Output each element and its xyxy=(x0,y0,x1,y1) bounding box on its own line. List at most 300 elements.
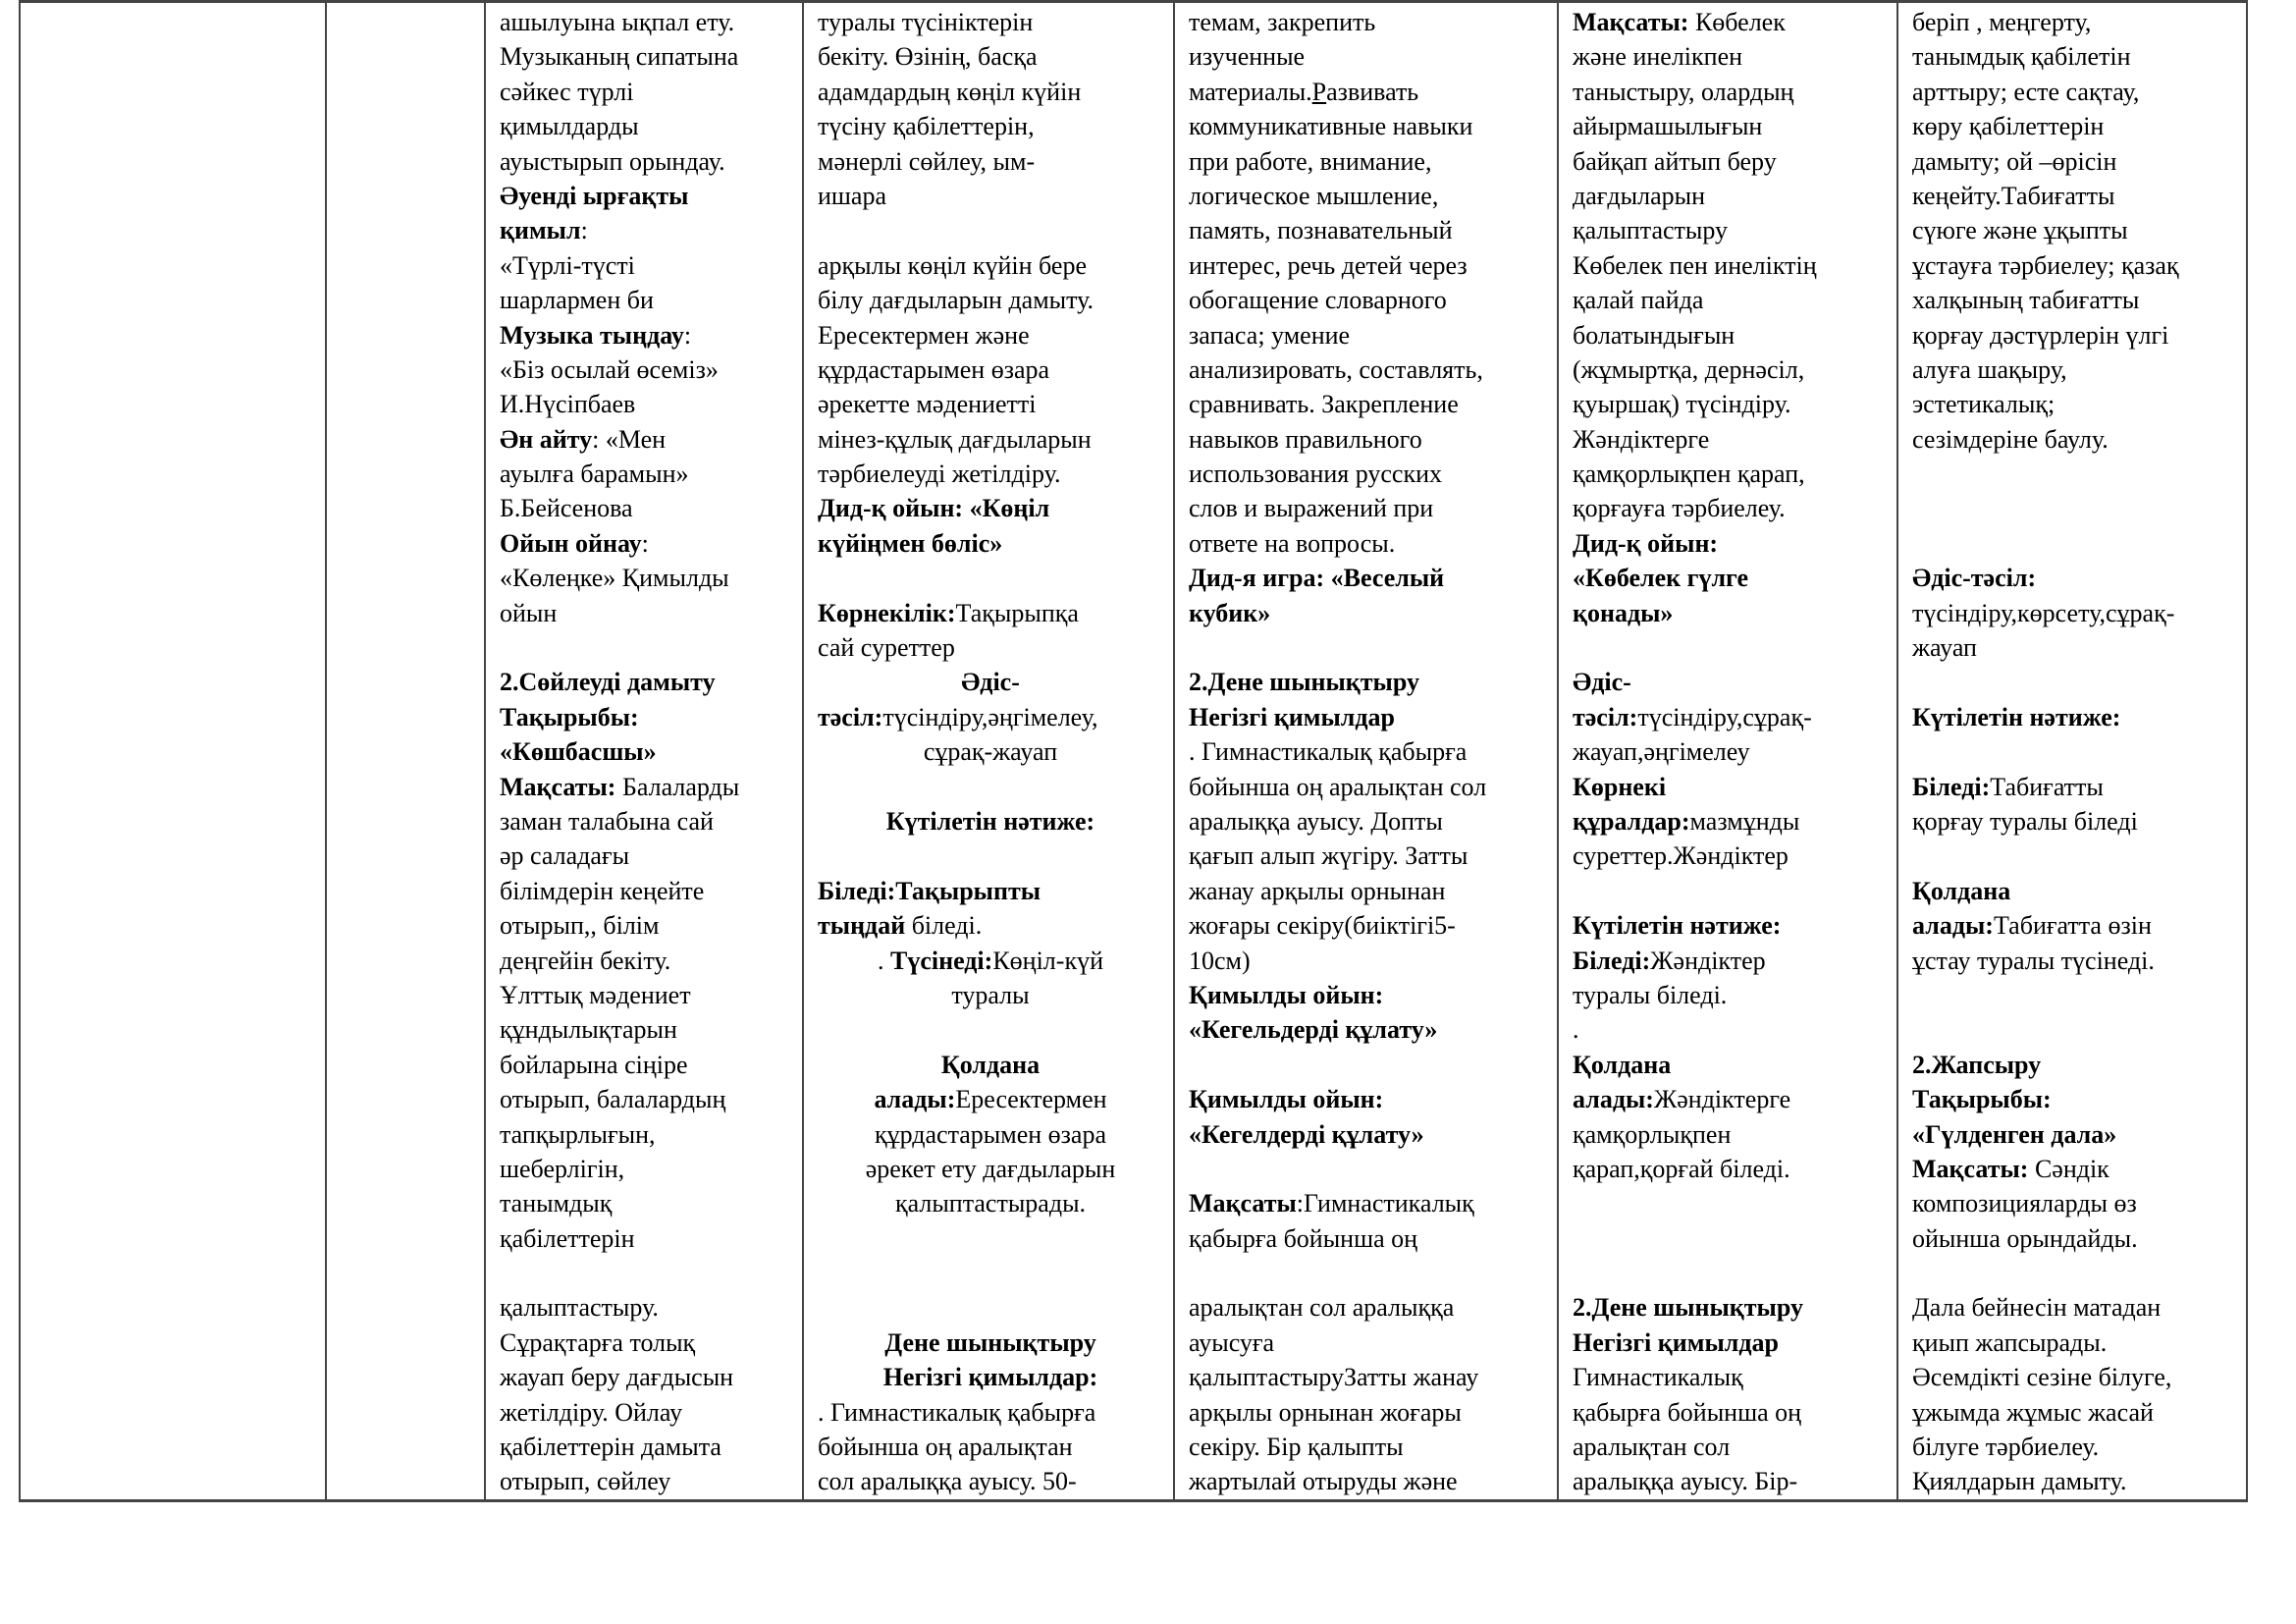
text-run: Табиғатты xyxy=(1990,772,2104,801)
text-line xyxy=(818,665,1173,699)
text-run: қимылдарды xyxy=(500,112,639,141)
text-line xyxy=(1912,1186,2246,1220)
text-line xyxy=(1189,75,1557,109)
text-run: Жәндіктер xyxy=(1650,946,1766,975)
text-run: Р xyxy=(1311,77,1327,106)
text-run: болатындығын xyxy=(1573,320,1735,350)
text-line xyxy=(1189,596,1557,630)
text-run: ойынша орындайды. xyxy=(1912,1223,2138,1253)
text-run: түсіндіру,әңгімелеу, xyxy=(882,702,1098,731)
text-run: сравнивать. Закрепление xyxy=(1189,390,1459,419)
text-line xyxy=(1189,1360,1557,1394)
text-line xyxy=(1189,1048,1557,1082)
text-line xyxy=(1573,874,1896,908)
text-run: білімдерін кеңейте xyxy=(500,876,705,905)
text-run: сай суреттер xyxy=(818,633,955,663)
text-run: секіру. Бір қалыпты xyxy=(1189,1433,1404,1462)
text-run: запаса; умение xyxy=(1189,320,1351,350)
text-run: интерес, речь детей через xyxy=(1189,250,1468,280)
text-run: арқылы орнынан жоғары xyxy=(1189,1397,1462,1427)
text-line xyxy=(1912,700,2246,734)
text-line xyxy=(1189,1464,1557,1498)
text-line xyxy=(1189,770,1557,804)
text-line xyxy=(1912,387,2246,421)
text-run: ұстауға тәрбиелеу; қазақ xyxy=(1912,250,2179,280)
text-run: Б.Бейсенова xyxy=(500,494,633,523)
text-line xyxy=(1189,526,1557,561)
text-line xyxy=(500,1117,802,1152)
text-line xyxy=(1189,908,1557,943)
text-run: жауап,әңгімелеу xyxy=(1573,737,1750,767)
text-run: туралы xyxy=(951,980,1030,1009)
text-line xyxy=(1189,1152,1557,1186)
text-run: мәнерлі сөйлеу, ым- xyxy=(818,146,1036,176)
text-line xyxy=(1189,1326,1557,1360)
text-run: танымдық xyxy=(500,1189,613,1218)
text-run: және инелікпен xyxy=(1573,42,1743,72)
text-line xyxy=(500,874,802,908)
text-line xyxy=(818,179,1173,213)
text-line xyxy=(1912,978,2246,1012)
text-run: алуға шақыру, xyxy=(1912,354,2067,384)
text-run: темам, закрепить xyxy=(1189,8,1376,36)
text-line xyxy=(1189,1256,1557,1290)
text-line xyxy=(500,109,802,143)
text-line xyxy=(818,700,1173,734)
text-run: аралықтан сол xyxy=(1573,1433,1731,1462)
text-run: анализировать, составлять, xyxy=(1189,354,1483,384)
text-run: мазмұнды xyxy=(1689,806,1800,836)
text-run: шеберлігін, xyxy=(500,1154,625,1183)
bold-text-run: Ойын ойнау xyxy=(500,528,642,558)
text-run: білуге тәрбиелеу. xyxy=(1912,1433,2100,1462)
text-run: жоғары секіру(биіктігі5- xyxy=(1189,911,1456,941)
text-line xyxy=(1573,144,1896,179)
text-line xyxy=(1573,978,1896,1012)
text-line xyxy=(818,318,1173,352)
bold-text-run: құралдар: xyxy=(1573,806,1690,836)
text-line xyxy=(818,596,1173,630)
text-run: ойын xyxy=(500,598,558,627)
text-line xyxy=(500,5,802,39)
text-run: сұрақ-жауап xyxy=(923,737,1058,767)
text-run: көру қабілеттерін xyxy=(1912,112,2105,141)
text-line xyxy=(500,700,802,734)
text-run: құрдастарымен өзара xyxy=(874,1119,1107,1149)
text-run: отырып, балалардың xyxy=(500,1085,726,1114)
bold-text-run: Мақсаты: xyxy=(500,772,616,801)
text-run: қорғау дәстүрлерін үлгі xyxy=(1912,320,2169,350)
text-line xyxy=(1912,1464,2246,1498)
bold-text-run: тыңдай xyxy=(818,911,906,941)
text-line xyxy=(500,179,802,213)
bold-text-run: «Көбелек гүлге xyxy=(1573,564,1749,593)
text-line xyxy=(1912,1360,2246,1394)
text-line xyxy=(1573,734,1896,769)
text-line xyxy=(500,1290,802,1325)
bold-text-run: тәсіл: xyxy=(1573,702,1638,731)
text-run: қамқорлықпен xyxy=(1573,1119,1732,1149)
text-run: сүюге және ұқыпты xyxy=(1912,216,2128,245)
text-run: танымдық қабілетін xyxy=(1912,42,2131,72)
bold-text-run: Музыка тыңдау xyxy=(500,320,684,350)
text-line xyxy=(500,804,802,839)
text-line xyxy=(1189,457,1557,491)
text-line xyxy=(500,1221,802,1256)
bold-text-run: Көрнекі xyxy=(1573,772,1667,801)
text-line xyxy=(1912,318,2246,352)
text-run: қабырға бойынша оң xyxy=(1573,1397,1802,1427)
text-run: қарап,қорғай біледі. xyxy=(1573,1154,1790,1183)
text-run: мінез-құлық дағдыларын xyxy=(818,424,1092,454)
text-run: қағып алып жүгіру. Затты xyxy=(1189,841,1468,871)
text-run: 10см) xyxy=(1189,946,1251,975)
text-run: отырып,, білім xyxy=(500,911,660,941)
text-line xyxy=(1912,1395,2246,1430)
text-run: бойынша оң аралықтан сол xyxy=(1189,772,1487,801)
text-line xyxy=(1573,5,1896,39)
text-line xyxy=(500,1186,802,1220)
text-run: түсіну қабілеттерін, xyxy=(818,112,1035,141)
bold-text-run: 2.Дене шынықтыру xyxy=(1573,1293,1803,1323)
text-run: использования русских xyxy=(1189,460,1443,489)
text-run: И.Нүсіпбаев xyxy=(500,390,636,419)
text-run: тәрбиелеуді жетілдіру. xyxy=(818,460,1061,489)
text-line xyxy=(818,630,1173,665)
text-line xyxy=(1189,1082,1557,1116)
text-line xyxy=(1912,1082,2246,1116)
text-run: Сұрақтарға толық xyxy=(500,1327,696,1357)
text-line xyxy=(500,144,802,179)
bold-text-run: 2.Жапсыру xyxy=(1912,1050,2042,1079)
text-line xyxy=(1912,1221,2246,1256)
text-run: арттыру; есте сақтау, xyxy=(1912,77,2140,106)
text-run: Әсемдікті сезіне білуге, xyxy=(1912,1363,2172,1392)
text-line xyxy=(500,561,802,595)
text-run: Балаларды xyxy=(615,772,740,801)
text-line xyxy=(500,352,802,387)
text-line xyxy=(1189,248,1557,283)
bold-text-run: Күтілетін нәтиже: xyxy=(1912,702,2121,731)
table-column-5 xyxy=(1175,3,1559,1499)
text-run: изученные xyxy=(1189,42,1306,72)
text-line xyxy=(500,75,802,109)
text-line xyxy=(1912,665,2246,699)
bold-text-run: Тақырыбы: xyxy=(500,702,639,731)
text-line xyxy=(818,1326,1173,1360)
text-run: адамдардың көңіл күйін xyxy=(818,77,1082,106)
text-line xyxy=(818,75,1173,109)
text-line xyxy=(1189,5,1557,39)
text-line xyxy=(1189,109,1557,143)
text-run: Дала бейнесін матадан xyxy=(1912,1293,2162,1323)
text-line xyxy=(1912,1290,2246,1325)
text-line xyxy=(818,1117,1173,1152)
bold-text-run: Әдіс- xyxy=(1573,668,1631,697)
text-run: . Гимнастикалық қабырға xyxy=(818,1397,1096,1427)
text-line xyxy=(500,1430,802,1464)
text-line xyxy=(1573,1186,1896,1220)
text-line xyxy=(818,839,1173,873)
text-run: түсіндіру,көрсету,сұрақ- xyxy=(1912,598,2175,627)
bold-text-run: қонады» xyxy=(1573,598,1674,627)
text-run: шарлармен би xyxy=(500,286,654,315)
text-run: : «Мен xyxy=(592,424,667,454)
text-run: әр саладағы xyxy=(500,841,630,871)
text-run: қалыптастырады. xyxy=(894,1189,1087,1218)
bold-text-run: Мақсаты: xyxy=(1912,1154,2029,1183)
text-run: Ұлттық мәдениет xyxy=(500,980,691,1009)
text-line xyxy=(1189,1395,1557,1430)
text-line xyxy=(1573,457,1896,491)
text-run: . Гимнастикалық қабырға xyxy=(1189,737,1468,767)
text-line xyxy=(1573,596,1896,630)
text-line xyxy=(500,1326,802,1360)
text-line xyxy=(1912,839,2246,873)
text-line xyxy=(1573,75,1896,109)
text-line xyxy=(1189,630,1557,665)
text-line xyxy=(1189,1430,1557,1464)
text-run: Табиғатта өзін xyxy=(1993,911,2152,941)
text-run: жауап беру дағдысын xyxy=(500,1363,734,1392)
text-run: сол аралыққа ауысу. 50- xyxy=(818,1467,1077,1496)
text-line xyxy=(500,734,802,769)
text-line xyxy=(1573,352,1896,387)
text-line xyxy=(818,908,1173,943)
bold-text-run: Біледі: xyxy=(1912,772,1991,801)
bold-text-run: Дене шынықтыру xyxy=(884,1327,1096,1357)
text-line xyxy=(1912,352,2246,387)
text-run: жауап xyxy=(1912,633,1977,663)
text-line xyxy=(1912,874,2246,908)
text-run: Көбелек xyxy=(1688,8,1786,36)
text-line xyxy=(1573,526,1896,561)
text-run: заман талабына сай xyxy=(500,806,714,836)
text-line xyxy=(500,908,802,943)
text-line xyxy=(500,839,802,873)
text-line xyxy=(818,422,1173,457)
text-run: Ересектермен xyxy=(955,1085,1107,1114)
text-line xyxy=(1189,352,1557,387)
text-run: қорғауға тәрбиелеу. xyxy=(1573,494,1786,523)
text-line xyxy=(818,978,1173,1012)
text-run: құндылықтарын xyxy=(500,1015,677,1045)
text-run: при работе, внимание, xyxy=(1189,146,1432,176)
text-line xyxy=(500,944,802,978)
text-line xyxy=(818,1152,1173,1186)
text-line xyxy=(1189,839,1557,873)
text-line xyxy=(818,874,1173,908)
text-line xyxy=(818,804,1173,839)
text-line xyxy=(1912,944,2246,978)
text-line xyxy=(1573,1012,1896,1047)
text-run: түсіндіру,сұрақ- xyxy=(1637,702,1812,731)
text-run: қабілеттерін дамыта xyxy=(500,1433,721,1462)
text-run: бекіту. Өзінің, басқа xyxy=(818,42,1038,72)
text-run: аралықтан сол аралыққа xyxy=(1189,1293,1455,1323)
bold-text-run: «Кегелдерді құлату» xyxy=(1189,1119,1424,1149)
text-line xyxy=(1573,561,1896,595)
text-line xyxy=(1573,318,1896,352)
text-line xyxy=(500,1012,802,1047)
text-line xyxy=(1573,248,1896,283)
text-run: қалыптастыру. xyxy=(500,1293,659,1323)
text-run: слов и выражений при xyxy=(1189,494,1434,523)
bold-text-run: Ән айту xyxy=(500,424,593,454)
text-line xyxy=(1573,665,1896,699)
text-run: композицияларды өз xyxy=(1912,1189,2137,1218)
text-run: беріп , меңгерту, xyxy=(1912,8,2092,36)
text-run: аралыққа ауысу. Допты xyxy=(1189,806,1443,836)
text-line xyxy=(1573,804,1896,839)
text-line xyxy=(1189,874,1557,908)
text-run: қорғау туралы біледі xyxy=(1912,806,2138,836)
text-line xyxy=(818,39,1173,74)
text-run: бойынша оң аралықтан xyxy=(818,1433,1073,1462)
text-line xyxy=(818,734,1173,769)
text-run: байқап айтып беру xyxy=(1573,146,1777,176)
bold-text-run: алады: xyxy=(1912,911,1994,941)
table-column-4 xyxy=(804,3,1175,1499)
text-run: Жәндіктерге xyxy=(1653,1085,1791,1114)
text-run: ұжымда жұмыс жасай xyxy=(1912,1397,2154,1427)
bold-text-run: Күтілетін нәтиже: xyxy=(885,806,1095,836)
text-line xyxy=(1912,804,2246,839)
text-line xyxy=(818,352,1173,387)
text-line xyxy=(500,39,802,74)
text-line xyxy=(1189,144,1557,179)
text-run: жартылай отыруды және xyxy=(1189,1467,1458,1496)
text-run: ишара xyxy=(818,181,887,210)
text-line xyxy=(1573,1290,1896,1325)
text-run: суреттер.Жәндіктер xyxy=(1573,841,1789,871)
text-line xyxy=(1573,179,1896,213)
text-line xyxy=(818,1012,1173,1047)
text-line xyxy=(1189,665,1557,699)
bold-text-run: Тақырыбы: xyxy=(1912,1085,2052,1114)
text-line xyxy=(1573,1464,1896,1498)
text-run: туралы біледі. xyxy=(1573,980,1728,1009)
text-run: Гимнастикалық xyxy=(1573,1363,1743,1392)
text-line xyxy=(500,213,802,247)
text-line xyxy=(1189,387,1557,421)
bold-text-run: Әдіс-тәсіл: xyxy=(1912,564,2037,593)
bold-text-run: Дид-қ ойын: «Көңіл xyxy=(818,494,1050,523)
text-line xyxy=(1189,318,1557,352)
text-line xyxy=(1912,39,2246,74)
text-line xyxy=(818,1082,1173,1116)
table-column-3 xyxy=(486,3,804,1499)
text-line xyxy=(818,457,1173,491)
text-line xyxy=(1912,109,2246,143)
text-run: навыков правильного xyxy=(1189,424,1422,454)
text-run: отырып, сөйлеу xyxy=(500,1467,671,1496)
text-line xyxy=(1912,1048,2246,1082)
text-line xyxy=(1912,75,2246,109)
text-run: Жәндіктерге xyxy=(1573,424,1710,454)
text-line xyxy=(500,318,802,352)
text-line xyxy=(1573,1430,1896,1464)
text-run: деңгейін бекіту. xyxy=(500,946,671,975)
text-line xyxy=(1573,1082,1896,1116)
text-line xyxy=(1189,734,1557,769)
text-line xyxy=(1573,387,1896,421)
text-line xyxy=(1573,422,1896,457)
text-line xyxy=(1189,39,1557,74)
text-run: (жұмыртқа, дернәсіл, xyxy=(1573,354,1805,384)
text-run: логическое мышление, xyxy=(1189,181,1439,210)
text-line xyxy=(1912,283,2246,317)
bold-text-run: күйіңмен бөліс» xyxy=(818,528,1003,558)
table-column-2 xyxy=(327,3,486,1499)
text-line xyxy=(1912,422,2246,457)
text-line xyxy=(1912,630,2246,665)
text-line xyxy=(1189,1012,1557,1047)
bold-text-run: Қимылды ойын: xyxy=(1189,1085,1384,1114)
bold-text-run: Біледі:Тақырыпты xyxy=(818,876,1041,905)
bold-text-run: Қолдана xyxy=(1912,876,2011,905)
text-line xyxy=(1573,1326,1896,1360)
text-line xyxy=(1912,1152,2246,1186)
text-line xyxy=(818,1395,1173,1430)
text-line xyxy=(1912,770,2246,804)
bold-text-run: Күтілетін нәтиже: xyxy=(1573,911,1782,941)
text-run: : xyxy=(580,216,588,245)
table-column-6 xyxy=(1559,3,1898,1499)
text-line xyxy=(1912,5,2246,39)
text-run: таныстыру, олардың xyxy=(1573,77,1794,106)
bold-text-run: Дид-қ ойын: xyxy=(1573,528,1719,558)
text-line xyxy=(500,1256,802,1290)
text-line xyxy=(818,1186,1173,1220)
text-run: қуыршақ) түсіндіру. xyxy=(1573,390,1791,419)
text-line xyxy=(1573,1152,1896,1186)
text-line xyxy=(500,1464,802,1498)
text-line xyxy=(1912,1256,2246,1290)
text-run: ашылуына ықпал ету. xyxy=(500,8,735,36)
bold-text-run: Дид-я игра: «Веселый xyxy=(1189,564,1445,593)
text-run: : xyxy=(641,528,649,558)
bold-text-run: тәсіл: xyxy=(818,702,883,731)
text-line xyxy=(1189,978,1557,1012)
text-line xyxy=(1573,1221,1896,1256)
text-run: құрдастарымен өзара xyxy=(818,354,1050,384)
text-line xyxy=(1573,1117,1896,1152)
text-line xyxy=(1573,491,1896,525)
text-line xyxy=(1189,1117,1557,1152)
text-line xyxy=(1189,283,1557,317)
text-line xyxy=(1912,144,2246,179)
text-run: : xyxy=(683,320,692,350)
text-line xyxy=(1912,491,2246,525)
text-line xyxy=(1912,1430,2246,1464)
text-line xyxy=(500,978,802,1012)
text-run: қалыптастыру xyxy=(1573,216,1729,245)
text-run: эстетикалық; xyxy=(1912,390,2056,419)
text-run: жетілдіру. Ойлау xyxy=(500,1397,683,1427)
text-run: «Түрлі-түсті xyxy=(500,250,635,280)
text-run: :Гимнастикалық xyxy=(1296,1189,1474,1218)
text-line xyxy=(1189,804,1557,839)
text-line xyxy=(1189,422,1557,457)
bold-text-run: 2.Дене шынықтыру xyxy=(1189,668,1419,697)
text-run: біледі. xyxy=(905,911,983,941)
text-line xyxy=(1189,944,1557,978)
bold-text-run: Көрнекілік: xyxy=(818,598,956,627)
text-line xyxy=(818,1360,1173,1394)
text-run: кеңейту.Табиғатты xyxy=(1912,181,2115,210)
bold-text-run: Әдіс- xyxy=(961,668,1020,697)
